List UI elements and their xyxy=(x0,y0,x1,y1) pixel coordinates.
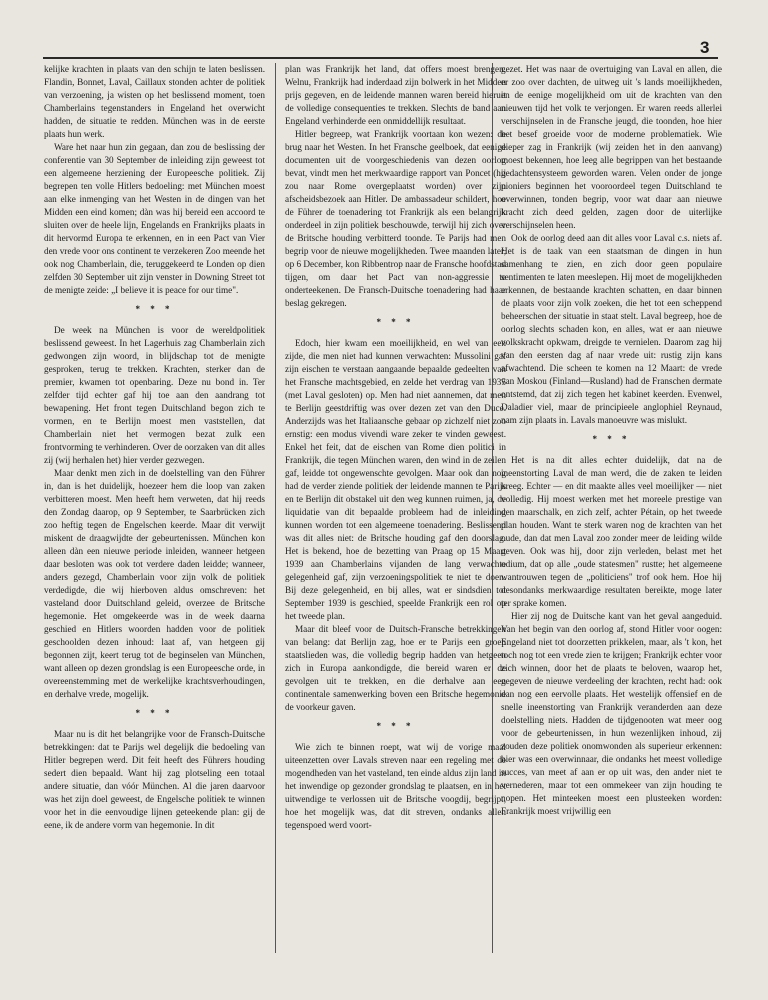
top-rule xyxy=(43,57,718,59)
paragraph: Ware het naar hun zin gegaan, dan zou de beslissing der conferentie van 30 September de inleiding zijn geweest tot een algemeene herziening der Europeesche politiek. Zij begrepen ten volle Hitlers bedoeling: met München moest aan elke inmenging van het Westen in de dingen van het Midden een eind komen; dàn was hij bereid een accoord te sluiten over de heele lijn, Engelands en Frankrijks plaats in dit hervormd Europa te erkennen, en in een Pact van Vier den vrede voor ons continent te verzekeren Zoo meende het ook nog Chamberlain, die, teruggekeerd te Londen op dien zelfden 30 September uit zijn venster in Downing Street tot de menigte zeide: „I believe it is peace for our time". xyxy=(44,142,265,295)
paragraph: plan was Frankrijk het land, dat offers moest brengen. Welnu, Frankrijk had inderdaad zijn bolwerk in het Midden prijs gegeven, en de leidende mannen waren bereid hieruit de volledige consequenties te trekken. Slechts de band aan Engeland verhinderde een onmiddellijk resultaat. xyxy=(285,64,506,126)
column-divider-1 xyxy=(275,63,276,953)
section-separator: * * * xyxy=(135,304,174,314)
section-separator: * * * xyxy=(376,317,415,327)
paragraph: Maar denkt men zich in de doelstelling van den Führer in, dan is het duidelijk, hoezeer hem die loop van zaken verbitteren moest. Men heeft hem verweten, dat hij reeds den Zondag daarop, op 9 September, te Saarbrücken zich zoo heftig tegen de Engelschen keerde. Maar dit verwijt miskent de draagwijdte der gebeurtenissen. München kon alleen dàn een nieuwe periode inleiden, wanneer hetgeen daar besloten was ook tot verdere daden leidde; wanneer, anders gezegd, Chamberlain voor zijn volk de politiek verdedigde, die wij hierboven aldus omschreven: het vasteland door Duitschland geleid, overzee de Britsche hegemonie. Het omgekeerde was in de week daarna geschied en Hitlers woorden hadden voor de politiek geschoolden dezen inhoud: laat af, van hetgeen gij begonnen zijt, keert terug tot de beginselen van München, want alleen op dezen grondslag is een Europeesche orde, in overeenstemming met de werkelijke krachtsverhoudingen, en derhalve vrede, mogelijk. xyxy=(44,468,265,699)
section-separator: * * * xyxy=(135,708,174,718)
paragraph: Maar dit bleef voor de Duitsch-Fransche betrekkingen van belang: dat Berlijn zag, hoe er te Parijs een groep staatslieden was, die volledig begrip hadden van hetgeen zich in Europa aankondigde, die bereid waren er de gevolgen uit te trekken, en die derhalve aan een continentale samenwerking boven een Britsche hegemonie de voorkeur gaven. xyxy=(285,624,506,712)
column-3 xyxy=(501,63,722,818)
paragraph: gezet. Het was naar de overtuiging van Laval en allen, die er zoo over dachten, de uitweg uit 's lands moeilijkheden, en de eenige mogelijkheid om uit de krachten van den nieuwen tijd het volk te verjongen. Er waren reeds allerlei verschijnselen in de Fransche jeugd, die toonden, hoe hier het besef groeide voor de moderne problematiek. Wie dieper zag in Frankrijk (wij zeiden het in den aanvang) moest bekennen, hoe leeg alle begrippen van het bestaande gedachtensysteem geworden waren. Velen onder de jonge pioniers beginnen het vooroordeel tegen Duitschland te overwinnen, tonden begrip, voor wat daar aan nieuwe kracht zich deed gelden, zagen door de uiterlijke verschijnselen heen. xyxy=(501,64,722,230)
paragraph: Ook de oorlog deed aan dit alles voor Laval c.s. niets af. Het is de taak van een staatsman de dingen in hun samenhang te zien, en zich door geen populaire sentimenten te laten meeslepen. Hij moet de mogelijkheden erkennen, de bestaande krachten schatten, en daar binnen de plaats voor zijn volk zoeken, die het tot een scheppend beheerschen der situatie in staat stelt. Laval begreep, hoe de oorlog slechts schaden kon, en alles, wat er aan nieuwe volkskracht opkwam, dreigde te vernielen. Daarom zag hij van den eersten dag af naar vrede uit: rustig zijn kans afwachtend. Die scheen te komen na 12 Maart: de vrede van Moskou (Finland—Rusland) had de Franschen dermate ontstemd, dat zij zich tegen het kabinet keerden. Evenwel, Daladier viel, maar de principieele anglophiel Reynaud, nam zijn plaats in. Lavals manoeuvre was mislukt. xyxy=(501,233,722,425)
paragraph: Wie zich te binnen roept, wat wij de vorige maal uiteenzetten over Lavals streven naar een regeling met de mogendheden van het vasteland, ten einde aldus zijn land in het inwendige op gezonder grondslag te plaatsen, en in het uitwendige te verlossen uit de Britsche voogdij, begrijpt, hoe het mogelijk was, dat dit streven, ondanks allen tegenspoed werd voort- xyxy=(285,742,506,830)
paragraph: Het is na dit alles echter duidelijk, dat na de ineenstorting Laval de man werd, die de zaken te leiden kreeg. Echter — en dit maakte alles veel moeilijker — niet volledig. Hij moest werken met het moreele prestige van den maarschalk, en zich zelf, achter Pétain, op het tweede plan houden. Want te sterk waren nog de krachten van het oude, dan dat men Laval zoo zonder meer de leiding wilde geven. Ook was hij, door zijn verleden, belast met het odium, dat op alle „oude statesmen" rustte; het algemeene wantrouwen tegen de „politiciens" trof ook hem. Hoe hij desondanks merkwaardige resultaten bereikte, moge later ter sprake komen. xyxy=(501,455,722,608)
column-2 xyxy=(285,63,506,832)
section-separator: * * * xyxy=(592,434,631,444)
paragraph: kelijke krachten in plaats van den schijn te laten beslissen. Flandin, Bonnet, Laval, Caillaux stonden achter de politiek van verzoening, ja wisten op het beslissend moment, toen Chamberlains tegenstanders in Engeland het overwicht hadden, de situatie te redden. München was in de eerste plaats hun werk. xyxy=(44,64,265,139)
paragraph: Hitler begreep, wat Frankrijk voortaan kon wezen: de brug naar het Westen. In het Fransche geelboek, dat eenige documenten uit de voorgeschiedenis van dezen oorlog bevat, vindt men het merkwaardige rapport van Poncet (hij zou naar Rome overgeplaatst worden) over zijn afscheidsbezoek aan Hitler. De ambassadeur schildert, hoe de Führer de toenadering tot Frankrijk als een belangrijk onderdeel in zijn politiek beschouwde, terwijl hij zich over de Britsche houding verbitterd toonde. Te Parijs had men begrip voor de nieuwe mogelijkheden. Twee maanden later, op 6 December, kon Ribbentrop naar de Fransche hoofdstad tijgen, om daar het Pact van non-aggressie te onderteekenen. De Fransch-Duitsche toenadering had haar beslag gekregen. xyxy=(285,129,506,308)
paragraph: Edoch, hier kwam een moeilijkheid, en wel van een zijde, die men niet had kunnen verwachten: Mussolini gaf zijn eischen te verstaan aangaande bepaalde gedeelten van het Fransche machtsgebied, en zelde het verdrag van 1935 (met Laval gesloten) op. Men had niet aannemen, dat men te Berlijn geestdriftig was over dezen zet van den Duce. Anderzijds was het Italiaansche gebaar op zichzelf niet zoo ernstig: een modus vivendi ware zeker te vinden geweest. Enkel het feit, dat de eischen van Rome dien politici in Frankrijk, die tegen München waren, den wind in de zeilen gaf, leidde tot ongewenschte gevolgen. Maar ook dan nog had de verder ziende politiek der leidende mannen te Parijs en te Berlijn dit obstakel uit den weg kunnen ruimen, ja, de liquidatie van dit bepaalde probleem had de inleiding kunnen worden tot een algemeene toenadering. Beslissend was dit alles niet: de Britsche houding gaf den doorslag. Het is bekend, hoe de bezetting van Praag op 15 Maart 1939 aan Chamberlains vijanden de lang verwachte gelegenheid gaf, zijn verzoeningspolitiek te niet te doen. Bij deze gelegenheid, en bij alles, wat er sindsdien tot September 1939 is geschied, speelde Frankrijk een rol op het tweede plan. xyxy=(285,338,506,621)
paragraph: De week na München is voor de wereldpolitiek beslissend geweest. In het Lagerhuis zag Chamberlain zich gedwongen zijn woord, in blijdschap tot de menigte gesproken, terug te trekken. Krachten, sterker dan de premier, kwamen tot openbaring. Deze nu bond in. Ter zelfder tijd echter gaf hij toe aan den aandrang tot bewapening. Het front tegen Duitschland begon zich te vormen, en te Berlijn moest men vaststellen, dat Chamberlain niet het vermogen bezat zulk een frontvorming te verhinderen. Over de oorzaken van dit alles zij (wij herhalen het) hier verder gezwegen. xyxy=(44,325,265,465)
column-1 xyxy=(44,63,265,832)
section-separator: * * * xyxy=(376,721,415,731)
paragraph: Maar nu is dit het belangrijke voor de Fransch-Duitsche betrekkingen: dat te Parijs wel degelijk die bedoeling van Hitler begrepen werd. Dit feit heeft des Führers houding sedert dien bepaald. Want hij zag plotseling een totaal andere situatie, dan vóór München. Al die jaren daarvoor was het zijn doel geweest, de Engelsche politiek te winnen voor het in die eenvoudige lijnen geteekende plan: gij de eene, ik de andere vorm van hegemonie. In dit xyxy=(44,729,265,830)
paragraph: Hier zij nog de Duitsche kant van het geval aangeduid. Van het begin van den oorlog af, stond Hitler voor oogen: Engeland niet tot doorzetten prikkelen, maar, als 't kon, het toch nog tot een vrede zien te krijgen; Frankrijk echter voor zich winnen, door het de plaats te beloven, waarop het, gegeven de nieuwe verdeeling der krachten, recht had: ook dan nog een eervolle plaats. Het westelijk offensief en de snelle ineenstorting van Frankrijk veranderden aan deze doelstelling niets. Hadden de tijdgenooten wat meer oog voor de gebeurtenissen, in hun wezenlijken inhoud, zij zouden deze politiek onomwonden als superieur erkennen: hier was een overwinnaar, die ondanks het meest volledige succes, van meet af aan er op uit was, den ander niet te vernederen, maar tot een ommekeer van zijn houding te nopen. Het minteeken moest een plusteeken worden: Frankrijk moest vrijwillig een xyxy=(501,611,722,816)
page-number: 3 xyxy=(700,38,710,57)
